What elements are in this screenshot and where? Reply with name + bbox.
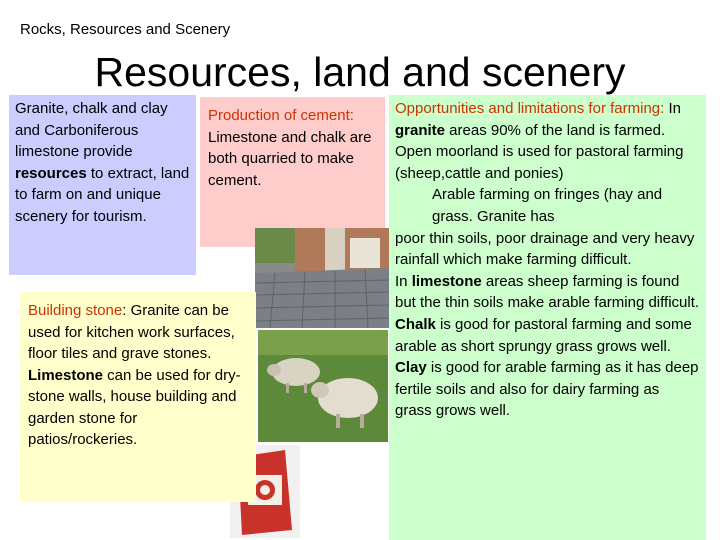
- building-stone-heading: Building stone: [28, 302, 123, 319]
- farming-paragraph-granite: [395, 98, 700, 184]
- farming-paragraph-arable: Arable farming on fringes (hay and grass. Granite has: [432, 186, 663, 225]
- farming-heading: Opportunities and limitations for farming:: [395, 100, 665, 117]
- paving-photo: [255, 228, 390, 328]
- farming-p1-end: areas 90% of the land is farmed. Open moorland is used for pastoral farming (sheep,cattle and ponies): [395, 121, 684, 182]
- farming-paragraph-limestone: [395, 271, 700, 314]
- limestone-uses-text: can be used for dry-stone walls, house building and garden stone for patios/rockeries.: [28, 366, 241, 448]
- farming-paragraph-chalk: [395, 314, 700, 357]
- slide-header: Rocks, Resources and Scenery: [20, 21, 231, 38]
- building-colon: :: [122, 302, 131, 319]
- granite-text-start: Granite, chalk and clay and Carboniferous limestone provide: [15, 100, 168, 160]
- sheep-photo: [258, 330, 388, 442]
- granite-label: Granite: [130, 302, 180, 319]
- farming-paragraph-poor-soils: poor thin soils, poor drainage and very heavy rainfall which make farming difficult.: [395, 229, 695, 269]
- farming-p4-start: In: [395, 272, 412, 290]
- farming-p4-end: areas sheep farming is found but the thin soils make arable farming difficult.: [395, 272, 700, 312]
- cement-text: Limestone and chalk are both quarried to make cement.: [208, 128, 372, 189]
- granite-text-end: to extract, land to farm on and unique scenery for tourism.: [15, 164, 190, 225]
- chalk-bold: Chalk: [395, 315, 436, 333]
- slide-title: Resources, land and scenery: [94, 49, 626, 95]
- farming-box: [389, 95, 706, 540]
- limestone-farming-bold: limestone: [411, 272, 482, 290]
- cement-production-box: [200, 97, 385, 247]
- granite-bold: granite: [395, 121, 446, 139]
- farming-p1-start: In: [664, 100, 681, 117]
- clay-bold: Clay: [395, 359, 427, 377]
- clay-text: is good for arable farming as it has deep fertile soils and also for dairy farming as grass grows well.: [395, 359, 699, 420]
- building-stone-box: [20, 292, 256, 502]
- granite-resources-box: [9, 95, 196, 275]
- resources-bold: resources: [15, 164, 87, 182]
- limestone-bold: Limestone: [28, 366, 104, 384]
- granite-uses-text: can be used for kitchen work surfaces, floor tiles and grave stones.: [28, 302, 235, 362]
- chalk-text: is good for pastoral farming and some arable as short sprungy grass grows well.: [395, 315, 692, 355]
- farming-paragraph-clay: [395, 357, 700, 422]
- cement-heading: Production of cement:: [208, 107, 354, 124]
